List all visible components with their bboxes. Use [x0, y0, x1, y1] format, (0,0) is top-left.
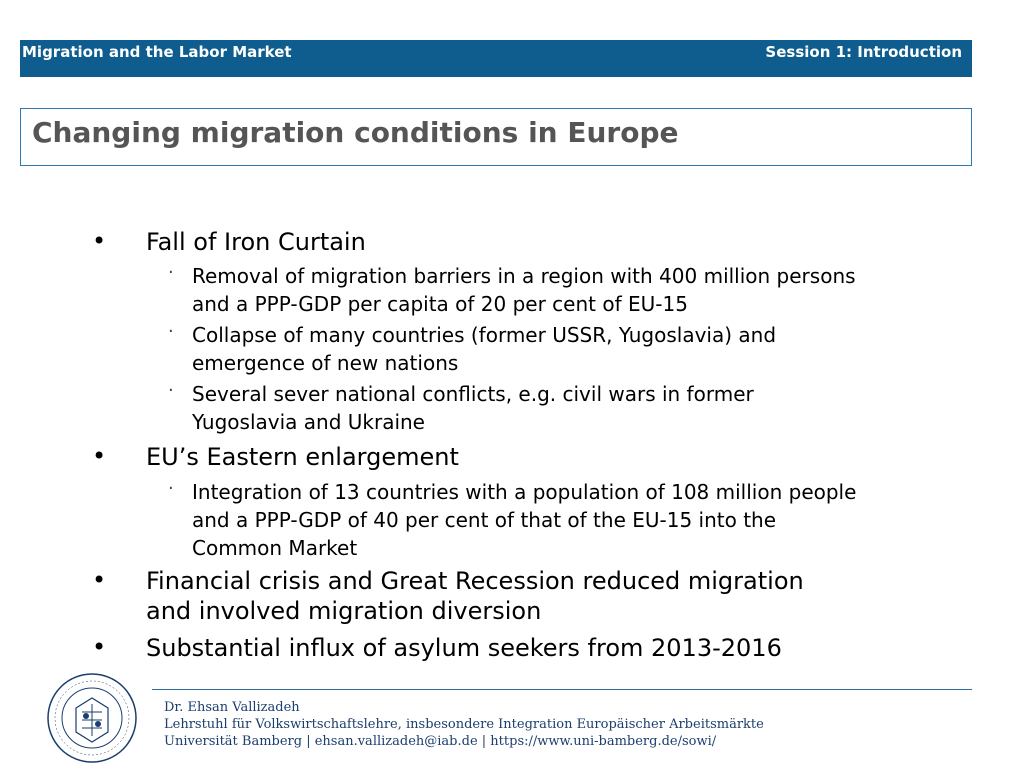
- footer-contact: Universität Bamberg | ehsan.vallizadeh@iab.de | https://www.uni-bamberg.de/sowi/: [164, 734, 717, 749]
- line: and involved migration diversion: [146, 597, 542, 625]
- sub-bullet-icon: ·: [168, 380, 174, 401]
- line: Collapse of many countries (former USSR, Yugoslavia) and: [192, 323, 777, 347]
- sub-bullet-text: [192, 380, 972, 436]
- line: and a PPP-GDP of 40 per cent of that of the EU-15 into the: [192, 508, 777, 532]
- bullet-icon: •: [92, 566, 107, 594]
- bullet-icon: •: [92, 442, 107, 470]
- slide-title-box: [20, 108, 972, 166]
- line: Removal of migration barriers in a region with 400 million persons: [192, 264, 856, 288]
- bullet-text: [146, 566, 926, 626]
- sub-bullet-text: [192, 262, 972, 318]
- course-title: Migration and the Labor Market: [22, 43, 292, 61]
- footer: [164, 699, 764, 750]
- line: Common Market: [192, 536, 358, 560]
- bullet-text: Fall of Iron Curtain: [146, 228, 366, 256]
- sub-bullet-icon: ·: [168, 321, 174, 342]
- line: Several sever national conflicts, e.g. civil wars in former: [192, 382, 754, 406]
- line: Yugoslavia and Ukraine: [192, 410, 425, 434]
- bullet-text: Substantial influx of asylum seekers from 2013-2016: [146, 634, 782, 662]
- footer-divider: [152, 689, 972, 690]
- university-seal-icon: [46, 672, 138, 764]
- bullet-icon: •: [92, 227, 107, 255]
- sub-bullet-icon: ·: [168, 478, 174, 499]
- bullet-icon: •: [92, 633, 107, 661]
- sub-bullet-text: [192, 478, 972, 562]
- footer-name: Dr. Ehsan Vallizadeh: [164, 700, 300, 715]
- sub-bullet-icon: ·: [168, 262, 174, 283]
- bullet-text: EU’s Eastern enlargement: [146, 443, 459, 471]
- line: and a PPP-GDP per capita of 20 per cent of EU-15: [192, 292, 688, 316]
- slide-title: Changing migration conditions in Europe: [32, 116, 679, 149]
- session-title: Session 1: Introduction: [765, 43, 962, 61]
- line: Financial crisis and Great Recession reduced migration: [146, 567, 804, 595]
- line: Integration of 13 countries with a population of 108 million people: [192, 480, 857, 504]
- sub-bullet-text: [192, 321, 972, 377]
- line: emergence of new nations: [192, 351, 459, 375]
- footer-chair: Lehrstuhl für Volkswirtschaftslehre, insbesondere Integration Europäischer Arbeitsmärkte: [164, 717, 764, 732]
- header-bar: [20, 40, 972, 77]
